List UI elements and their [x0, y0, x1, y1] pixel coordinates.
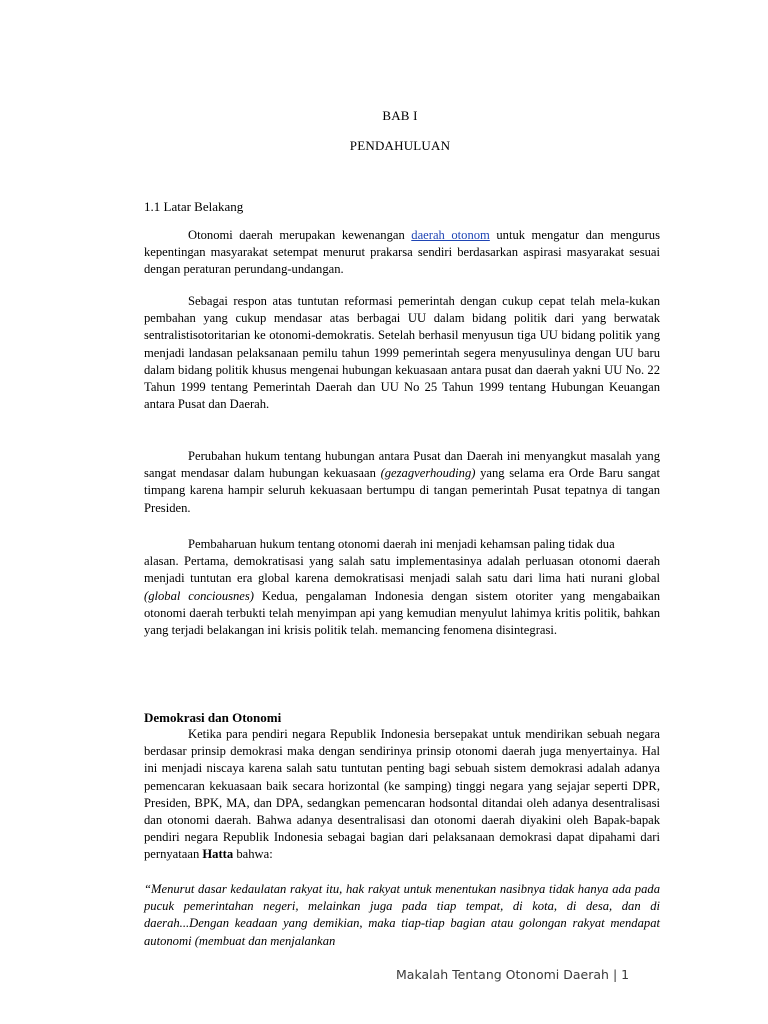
paragraph-otonomi-definition — [144, 227, 660, 279]
paragraph-text: Kedua, pengalaman Indonesia dengan sistem otoriter yang mengabaikan otonomi daerah terbukti telah menyimpan api yang kemudian menyulut lahimya kritis politik, bahkan yang terjadi belakangan ini krisis politik telah. memancing fenomena disintegrasi. — [144, 588, 660, 638]
paragraph-text: Ketika para pendiri negara Republik Indonesia bersepakat untuk mendirikan sebuah negara berdasar prinsip demokrasi maka dengan sendirinya prinsip otonomi daerah juga menyertainya. Hal ini menjadi niscaya karena salah satu tuntutan penting bagi sebuah sistem demokrasi adalah adanya pemencaran kekuasaan baik secara horizontal (ke samping) tinggi negara yang sejajar seperti DPR, Presiden, BPK, MA, dan DPA, sedangkan pemencaran hodsontal ditandai oleh adanya desentralisasi dan otonomi daerah. Bahwa adanya desentralisasi dan otonomi daerah diyakini oleh Bapak-bapak pendiri negara Republik Indonesia sebagai bagian dari pelaksanaan demokrasi dapat dipahami dari pernyataan — [144, 727, 660, 862]
paragraph-pembaharuan-hukum — [144, 536, 660, 639]
paragraph-text: Perubahan hukum tentang hubungan antara Pusat dan Daerah ini menyangkut masalah yang sangat mendasar dalam hubungan kekuasaan — [144, 449, 660, 481]
chapter-title: PENDAHULUAN — [349, 138, 451, 153]
chapter-label: BAB I — [382, 108, 418, 123]
page-footer — [396, 967, 629, 982]
paragraph-pendiri-negara — [144, 726, 660, 864]
hatta-quote: “Menurut dasar kedaulatan rakyat itu, hak rakyat untuk menentukan nasibnya tidak hanya ada pada pucuk pemerintahan negeri, melainkan juga pada tiap tempat, di kota, di desa, dan di daerah...Dengan keadaan yang demikian, maka tiap-tiap bagian atau golongan rakyat mendapat autonomi (membuat dan menjalankan — [144, 882, 660, 948]
footer-separator: | — [612, 967, 618, 982]
global-conciousnes-term: (global conciousnes) — [144, 588, 254, 603]
page-number: 1 — [621, 967, 630, 982]
paragraph-text: Pembaharuan hukum tentang otonomi daerah ini menjadi kehamsan paling tidak dua — [188, 537, 615, 551]
paragraph-text: yang selama era Orde Baru sangat timpang karena hampir seluruh kekuasaan bertumpu di tangan pemerintah Pusat tepatnya di tangan Presiden. — [144, 466, 660, 515]
paragraph-text: Sebagai respon atas tuntutan reformasi pemerintah dengan cukup cepat telah mela-kukan pembahan yang cukup mendasar atas berbagai UU dalam bidang politik dari yang berwatak sentralistisotoritarian ke otonomi-demokratis. Setelah berhasil menyusun tiga UU bidang politik yang menjadi landasan pelaksanaan pemilu tahun 1999 pemerintah segera menyusulinya dengan UU baru dalam bidang politik khusus mengenai hubungan kekuasaan antara pusat dan daerah yakni UU No. 22 Tahun 1999 tentang Pemerintah Daerah dan UU No 25 Tahun 1999 tentang Hubungan Keuangan antara Pusat dan Daerah. — [144, 294, 660, 412]
paragraph-reformasi — [144, 293, 660, 413]
footer-title: Makalah Tentang Otonomi Daerah — [396, 967, 609, 982]
gezagverhouding-term: (gezagverhouding) — [380, 466, 476, 481]
paragraph-text: Otonomi daerah merupakan kewenangan — [188, 228, 412, 242]
daerah-otonom-link[interactable]: daerah otonom — [411, 228, 490, 242]
section-title-latar-belakang: 1.1 Latar Belakang — [144, 199, 244, 214]
paragraph-text: untuk mengatur dan mengurus kepentingan masyarakat setempat menurut prakarsa sendiri berdasarkan aspirasi masyarakat sesuai dengan peraturan perundang-undangan. — [144, 228, 660, 277]
hatta-name: Hatta — [202, 847, 234, 862]
paragraph-perubahan-hukum — [144, 448, 660, 517]
section-title-demokrasi-otonomi: Demokrasi dan Otonomi — [144, 710, 282, 725]
paragraph-text: bahwa: — [233, 847, 273, 862]
paragraph-text: alasan. Pertama, demokratisasi yang salah satu implementasinya adalah perluasan otonomi daerah menjadi tuntutan era global karena demokratisasi menjadi salah satu dari lima hati nurani global — [144, 554, 660, 586]
